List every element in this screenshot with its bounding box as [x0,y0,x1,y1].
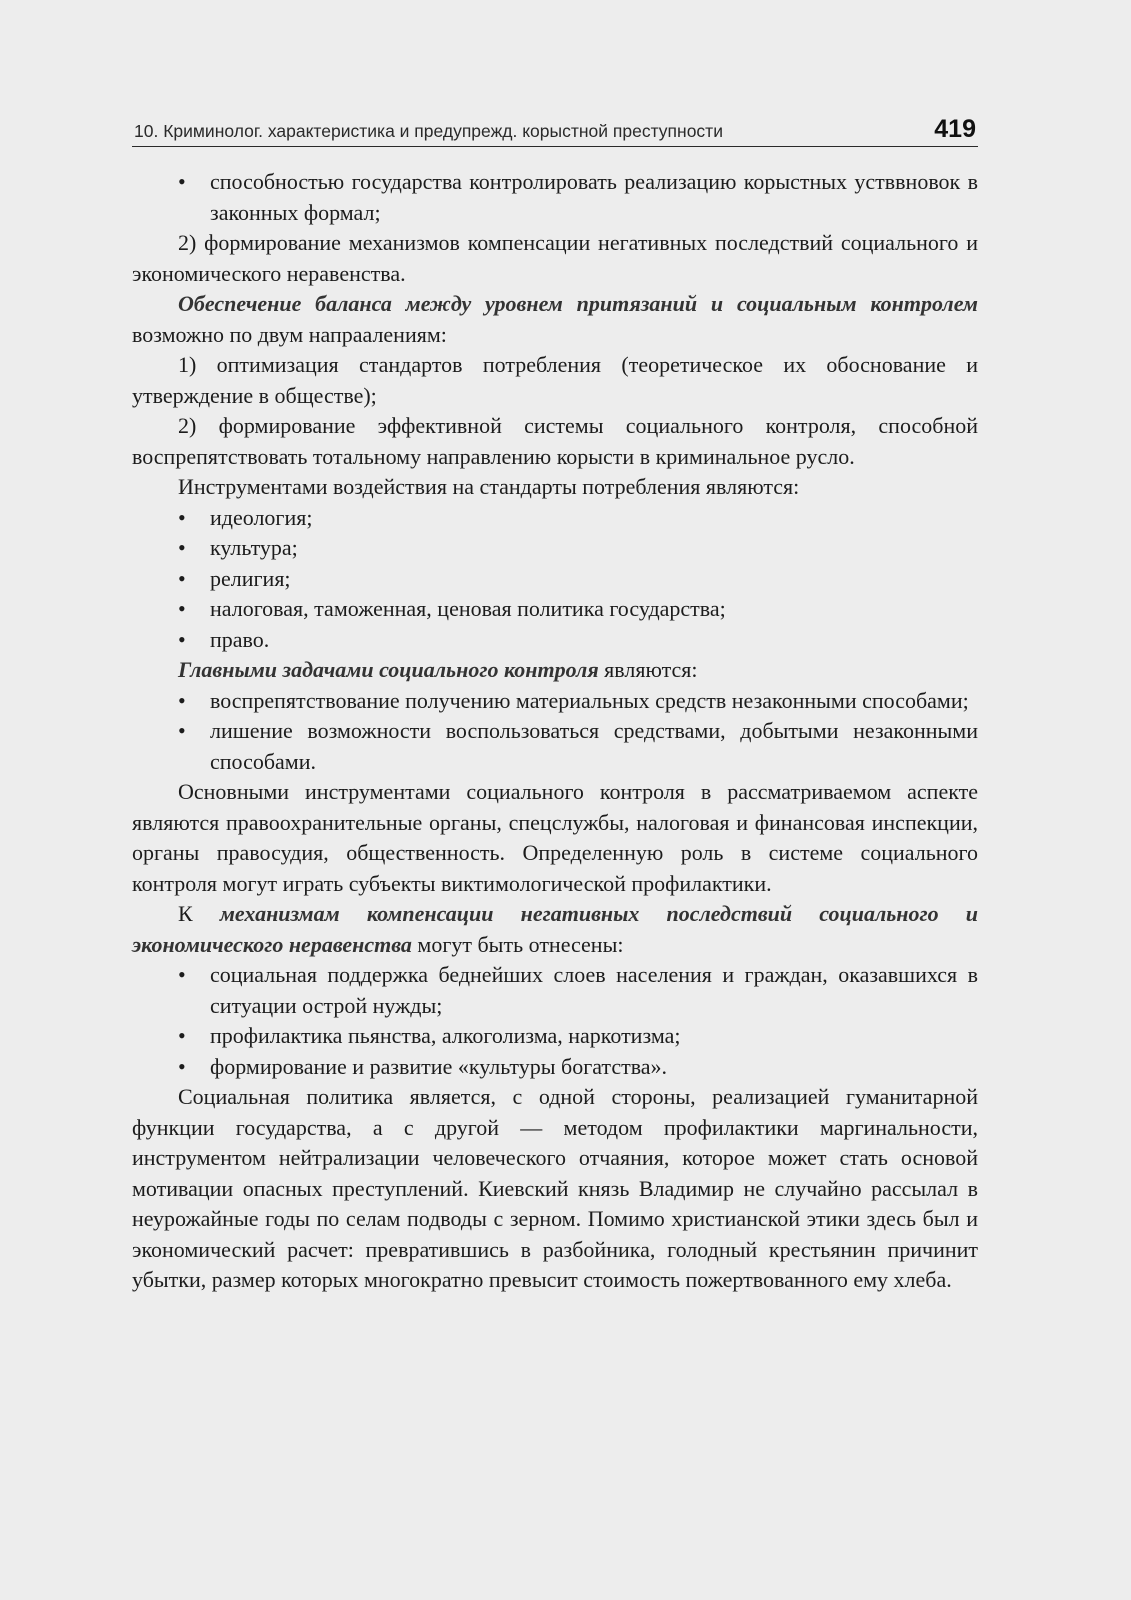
bullet-item [132,625,978,656]
bullet-icon: • [178,718,186,743]
paragraph [132,228,978,289]
body-text: 2) формирование механизмов компенсации негативных последствий социального и экономического неравенства. [132,230,978,286]
bullet-item [132,1052,978,1083]
body-text: способностью государства контролировать реализацию корыстных устввновок в законных формал; [210,169,978,225]
body-text: культура; [210,535,298,560]
paragraph [132,411,978,472]
bullet-icon: • [178,962,186,987]
body-text: возможно по двум напраалениям: [132,321,447,347]
bullet-icon: • [178,626,186,652]
body-text: профилактика пьянства, алкоголизма, наркотизма; [210,1023,681,1048]
page-body [132,167,978,1296]
body-text: формирование и развитие «культуры богатства». [210,1053,668,1079]
body-text: воспрепятствование получению материальных средств незаконными способами; [210,687,969,713]
body-text: социальная поддержка беднейших слоев населения и граждан, оказавшихся в ситуации острой нужды; [210,962,978,1018]
bullet-icon: • [178,565,186,591]
body-text: являются: [598,657,698,682]
body-text: могут быть отнесены: [411,931,624,957]
paragraph [132,350,978,411]
paragraph [132,289,978,350]
body-text: идеология; [210,504,313,530]
bullet-icon: • [178,504,186,530]
running-title: 10. Криминолог. характеристика и предупрежд. корыстной преступности [134,121,723,141]
bullet-item [132,960,978,1021]
body-text: 1) оптимизация стандартов потребления (теоретическое их обоснование и утверждение в обществе); [132,352,978,408]
lead-text: К [178,901,220,926]
paragraph [132,777,978,899]
page-number: 419 [934,115,976,143]
paragraph [132,1082,978,1296]
body-text: религия; [210,565,291,591]
bullet-item [132,1021,978,1052]
body-text: право. [210,626,270,652]
bullet-item [132,686,978,717]
paragraph [132,655,978,686]
bullet-item [132,533,978,564]
italic-term: Обеспечение баланса между уровнем притязаний и социальным контролем [178,291,978,316]
bullet-item [132,564,978,595]
bullet-item [132,594,978,625]
bullet-icon: • [178,596,186,621]
body-text: Основными инструментами социального контроля в рассматриваемом аспекте являются правоохранительные органы, спецслужбы, налоговая и финансовая инспекции, органы правосудия, общественность. Определенную роль в системе социального контроля могут играть субъекты виктимологической профилактики. [132,779,978,896]
italic-term: Главными задачами социального контроля [178,657,599,682]
running-header [132,114,978,147]
body-text: 2) формирование эффективной системы социального контроля, способной воспрепятствовать тотальному направлению корысти в криминальное русло. [132,413,978,469]
body-text: лишение возможности воспользоваться средствами, добытыми незаконными способами. [210,718,978,774]
bullet-icon: • [178,1023,186,1048]
bullet-item [132,167,978,228]
bullet-icon: • [178,1053,186,1079]
bullet-icon: • [178,169,186,194]
body-text: Социальная политика является, с одной стороны, реализацией гуманитарной функции государства, а с другой — методом профилактики маргинальности, инструментом нейтрализации человеческого отчаяния, которое может стать основой мотивации опасных преступлений. Киевский князь Владимир не случайно рассылал в неурожайные годы по селам подводы с зерном. Помимо христианской этики здесь был и экономический расчет: превратившись в разбойника, голодный крестьянин причинит убытки, размер которых многократно превысит стоимость пожертвованного ему хлеба. [132,1084,978,1292]
bullet-icon: • [178,535,186,560]
bullet-icon: • [178,687,186,713]
body-text: Инструментами воздействия на стандарты потребления являются: [178,474,800,499]
bullet-item [132,716,978,777]
body-text: налоговая, таможенная, ценовая политика государства; [210,596,726,621]
paragraph [132,899,978,960]
bullet-item [132,503,978,534]
italic-term: механизмам компенсации негативных последствий социального и экономического неравенства [132,901,978,957]
paragraph [132,472,978,503]
